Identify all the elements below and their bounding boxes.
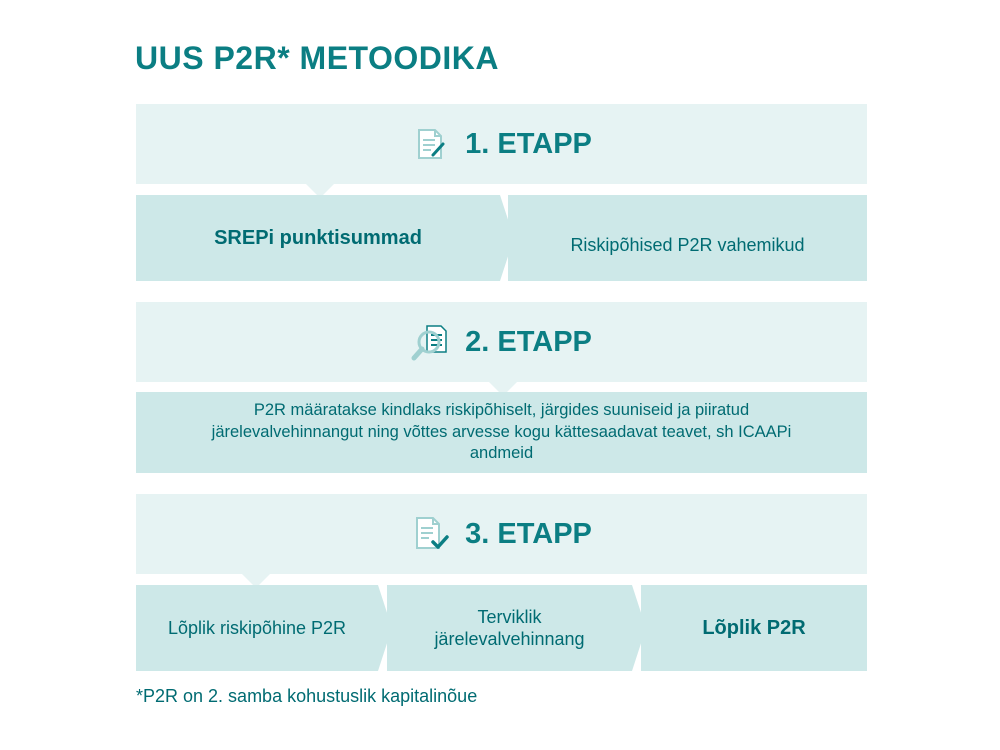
final-p2r-text: Lõplik P2R — [702, 616, 806, 639]
stage-1-label: 1. ETAPP — [465, 127, 592, 160]
srep-scores-box — [136, 195, 500, 281]
final-risk-based-p2r-box — [136, 585, 378, 671]
final-p2r-box — [641, 585, 867, 671]
stage-3-header — [136, 494, 867, 574]
document-edit-icon — [411, 124, 451, 164]
page-title: UUS P2R* METOODIKA — [135, 40, 500, 76]
risk-based-ranges-box — [508, 195, 867, 281]
stage-2-description-box — [136, 392, 867, 473]
stage-2-description-text: P2R määratakse kindlaks riskipõhiselt, järgides suuniseid ja piiratud järelevalvehinnangut ning võttes arvesse kogu kättesaadavat teavet, sh ICAAPi andmeid — [211, 401, 792, 463]
final-risk-based-p2r-text: Lõplik riskipõhine P2R — [167, 617, 347, 638]
stage-3-label: 3. ETAPP — [465, 517, 592, 550]
footnote: *P2R on 2. samba kohustuslik kapitalinõue — [136, 686, 478, 706]
document-search-icon — [411, 322, 451, 362]
comprehensive-assessment-text: Terviklik järelevalvehinnang — [434, 606, 585, 649]
comprehensive-assessment-box — [387, 585, 632, 671]
risk-based-ranges-text: Riskipõhised P2R vahemikud — [570, 234, 805, 255]
stage-2-header — [136, 302, 867, 382]
document-check-icon — [411, 514, 451, 554]
stage-1-header — [136, 104, 867, 184]
stage-2-label: 2. ETAPP — [465, 325, 592, 358]
srep-scores-text: SREPi punktisummad — [214, 226, 422, 249]
